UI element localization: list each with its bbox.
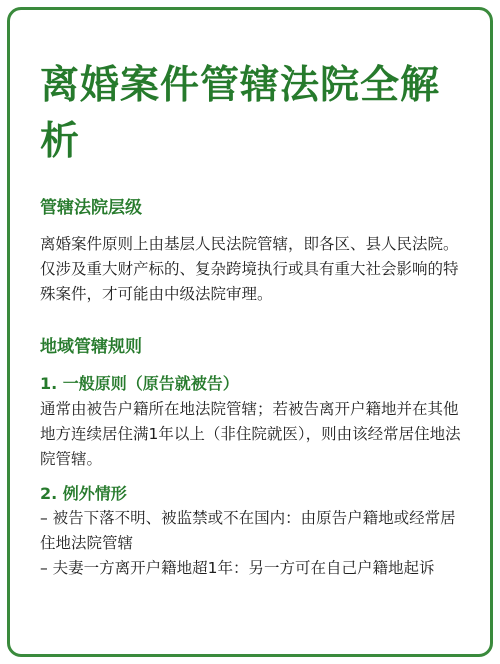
list-item: – 夫妻一方离开户籍地超1年：另一方可在自己户籍地起诉 — [40, 559, 435, 577]
section-heading-court-level: 管辖法院层级 — [40, 198, 142, 218]
section-heading-territorial: 地域管辖规则 — [40, 337, 142, 357]
exceptions-list — [40, 506, 468, 581]
subsection-heading-exceptions: 2. 例外情形 — [40, 484, 127, 503]
article — [40, 58, 468, 581]
section-body-court-level: 离婚案件原则上由基层人民法院管辖，即各区、县人民法院。仅涉及重大财产标的、复杂跨境执行或具有重大社会影响的特殊案件，才可能由中级法院审理。 — [40, 235, 459, 303]
subsection-body-general-principle: 通常由被告户籍所在地法院管辖；若被告离开户籍地并在其他地方连续居住满1年以上（非住院就医），则由该经常居住地法院管辖。 — [40, 400, 461, 468]
subsection-heading-general-principle: 1. 一般原则（原告就被告） — [40, 374, 239, 393]
list-item: – 被告下落不明、被监禁或不在国内：由原告户籍地或经常居住地法院管辖 — [40, 509, 456, 552]
page-title: 离婚案件管辖法院全解析 — [40, 63, 441, 164]
